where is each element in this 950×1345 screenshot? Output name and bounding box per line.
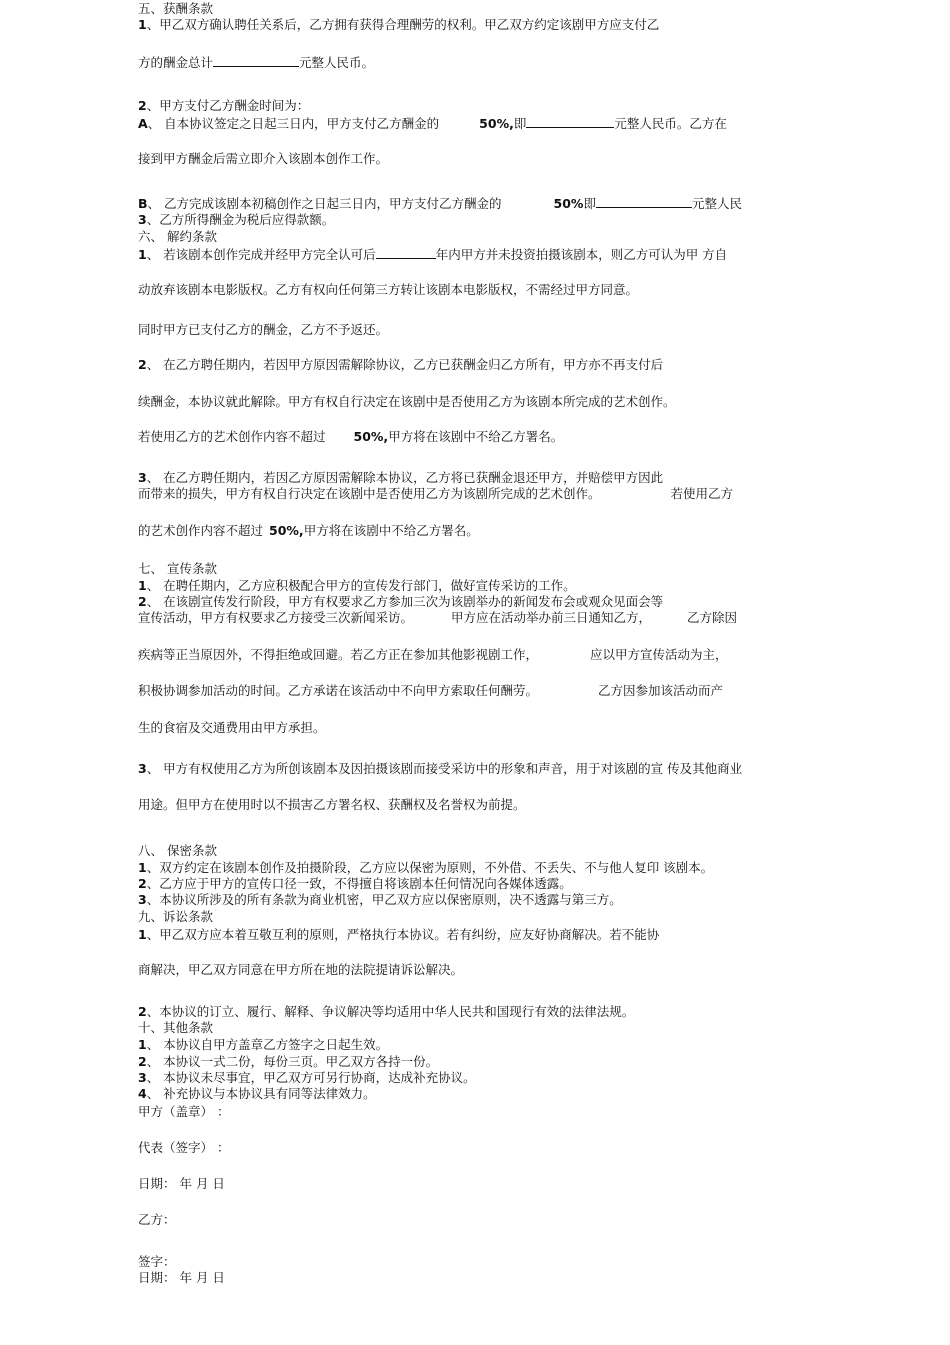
fill-blank-years	[376, 246, 436, 259]
clause-number: 1	[138, 247, 147, 262]
fill-blank-amount	[526, 115, 614, 128]
clause-text: 、乙方应于甲方的宣传口径一致，不得擅自将该剧本任何情况向各媒体透露。	[146, 876, 572, 891]
clause-text: 甲方应在活动举办前三日通知乙方，	[451, 610, 652, 625]
clause-text: 应以甲方宣传活动为主，	[590, 647, 728, 662]
percentage: 50%,	[269, 523, 304, 538]
section-6-heading: 六、 解约条款	[138, 229, 217, 244]
clause-number: 2	[138, 1054, 147, 1069]
clause-number: 2	[138, 98, 147, 113]
clause-7-2-cont2	[138, 647, 728, 663]
clause-text: 即	[513, 116, 527, 131]
clause-number: 1	[138, 927, 147, 942]
clause-text: 、 在该剧宣传发行阶段，甲方有权要求乙方参加三次为该剧举办的新闻发布会或观众见面会等	[146, 594, 664, 609]
clause-8-1	[138, 860, 713, 876]
party-b-label: 乙方：	[138, 1212, 176, 1227]
percentage: 50%,	[353, 429, 389, 444]
clause-number: A	[138, 116, 148, 131]
clause-5-A	[138, 115, 727, 132]
clause-6-3	[138, 470, 663, 486]
clause-text: 的艺术创作内容不超过	[138, 523, 264, 538]
clause-text: 方的酬金总计	[138, 55, 214, 70]
clause-text: 、 本协议未尽事宜，甲乙双方可另行协商，达成补充协议。	[146, 1070, 476, 1085]
clause-6-1-cont: 动放弃该剧本电影版权。乙方有权向任何第三方转让该剧本电影版权，不需经过甲方同意。	[138, 282, 639, 297]
clause-text: 甲方将在该剧中不给乙方署名。	[303, 523, 479, 538]
percentage: 50%	[553, 196, 584, 211]
clause-5-1-cont	[138, 54, 374, 71]
clause-6-2-cont2	[138, 429, 563, 445]
clause-text: 积极协调参加活动的时间。乙方承诺在该活动中不向甲方索取任何酬劳。	[138, 683, 539, 698]
clause-6-3-cont	[138, 486, 733, 502]
clause-number: 1	[138, 17, 147, 32]
clause-6-1-cont2: 同时甲方已支付乙方的酬金，乙方不予返还。	[138, 322, 389, 337]
clause-7-3-cont: 用途。但甲方在使用时以不损害乙方署名权、获酬权及名誉权为前提。	[138, 797, 526, 812]
clause-number: 3	[138, 212, 147, 227]
fill-blank-amount	[596, 195, 692, 208]
clause-text: 、 在乙方聘任期内，若因乙方原因需解除本协议，乙方将已获酬金退还甲方，并赔偿甲方因此	[146, 470, 664, 485]
clause-text: 、 本协议自甲方盖章乙方签字之日起生效。	[146, 1037, 389, 1052]
clause-number: 3	[138, 761, 147, 776]
clause-number: 1	[138, 860, 147, 875]
clause-text: 而带来的损失，甲方有权自行决定在该剧中是否使用乙方为该剧所完成的艺术创作。	[138, 486, 601, 501]
clause-number: 3	[138, 470, 147, 485]
clause-text: 若使用乙方的艺术创作内容不超过	[138, 429, 326, 444]
clause-10-1	[138, 1037, 388, 1053]
section-7-heading: 七、 宣传条款	[138, 561, 217, 576]
clause-number: 1	[138, 1037, 147, 1052]
clause-text: 、 自本协议签定之日起三日内，甲方支付乙方酬金的	[147, 116, 440, 131]
clause-9-2	[138, 1004, 634, 1020]
clause-text: 、甲乙双方确认聘任关系后，乙方拥有获得合理酬劳的权利。甲乙双方约定该剧甲方应支付乙	[146, 17, 660, 32]
clause-text: 元整人民	[691, 196, 742, 211]
clause-text: 乙方因参加该活动而产	[598, 683, 724, 698]
clause-8-2	[138, 876, 572, 892]
clause-6-2-cont: 续酬金，本协议就此解除。甲方有权自行决定在该剧中是否使用乙方为该剧本所完成的艺术创作。	[138, 394, 676, 409]
clause-7-3	[138, 761, 742, 777]
section-5-heading: 五、获酬条款	[138, 1, 214, 16]
clause-text: 宣传活动，甲方有权要求乙方接受三次新闻采访。	[138, 610, 414, 625]
clause-number: 4	[138, 1086, 147, 1101]
clause-number: 3	[138, 892, 147, 907]
clause-text: 、甲乙双方应本着互敬互利的原则，严格执行本协议。若有纠纷，应友好协商解决。若不能协	[146, 927, 660, 942]
clause-text: 甲方将在该剧中不给乙方署名。	[388, 429, 564, 444]
clause-10-4	[138, 1086, 376, 1102]
clause-text: 元整人民币。乙方在	[614, 116, 727, 131]
clause-text: 、 若该剧本创作完成并经甲方完全认可后	[146, 247, 376, 262]
section-8-heading: 八、 保密条款	[138, 843, 217, 858]
clause-number: 3	[138, 1070, 147, 1085]
clause-number: 2	[138, 1004, 147, 1019]
clause-text: 、 补充协议与本协议具有同等法律效力。	[146, 1086, 376, 1101]
clause-text: 、 在乙方聘任期内，若因甲方原因需解除协议，乙方已获酬金归乙方所有，甲方亦不再支付后	[146, 357, 664, 372]
clause-number: 2	[138, 594, 147, 609]
clause-6-3-cont2	[138, 523, 479, 539]
clause-number: 2	[138, 357, 147, 372]
party-a-seal: 甲方（盖章） ：	[138, 1104, 230, 1119]
clause-8-3	[138, 892, 622, 908]
clause-text: 乙方除因	[687, 610, 738, 625]
clause-7-2-cont3	[138, 683, 723, 699]
clause-5-1	[138, 17, 659, 33]
clause-5-3	[138, 212, 334, 228]
clause-9-1	[138, 927, 659, 943]
clause-text: 即	[583, 196, 596, 211]
clause-number: 2	[138, 876, 147, 891]
representative-signature: 代表（签字） ：	[138, 1140, 230, 1155]
clause-7-2-cont	[138, 610, 737, 626]
clause-6-1	[138, 246, 727, 263]
party-b-date: 日期： 年 月 日	[138, 1270, 225, 1285]
clause-text: 、乙方所得酬金为税后应得款额。	[146, 212, 335, 227]
fill-blank-total	[213, 54, 299, 67]
section-10-heading: 十、其他条款	[138, 1020, 214, 1035]
party-b-signature: 签字：	[138, 1254, 176, 1269]
clause-7-2	[138, 594, 663, 610]
clause-9-1-cont: 商解决，甲乙双方同意在甲方所在地的法院提请诉讼解决。	[138, 962, 464, 977]
clause-5-A-cont: 接到甲方酬金后需立即介入该剧本创作工作。	[138, 151, 389, 166]
clause-10-2	[138, 1054, 438, 1070]
clause-10-3	[138, 1070, 476, 1086]
clause-text: 年内甲方并未投资拍摄该剧本，则乙方可认为甲 方自	[435, 247, 728, 262]
clause-6-2	[138, 357, 663, 373]
clause-5-2	[138, 98, 309, 114]
clause-text: 疾病等正当原因外，不得拒绝或回避。若乙方正在参加其他影视剧工作，	[138, 647, 539, 662]
clause-text: 、 甲方有权使用乙方为所创该剧本及因拍摄该剧而接受采访中的形象和声音，用于对该剧的宣 传及其他商业	[146, 761, 743, 776]
clause-text: 、甲方支付乙方酬金时间为：	[146, 98, 310, 113]
clause-text: 若使用乙方	[670, 486, 734, 501]
clause-7-2-cont4: 生的食宿及交通费用由甲方承担。	[138, 720, 326, 735]
clause-text: 、 乙方完成该剧本初稿创作之日起三日内，甲方支付乙方酬金的	[147, 196, 502, 211]
clause-text: 、双方约定在该剧本创作及拍摄阶段，乙方应以保密为原则，不外借、不丢失、不与他人复印 该剧本。	[146, 860, 714, 875]
clause-text: 、 在聘任期内，乙方应积极配合甲方的宣传发行部门，做好宣传采访的工作。	[146, 578, 576, 593]
percentage: 50%,	[479, 116, 514, 131]
clause-5-B	[138, 195, 742, 212]
clause-number: B	[138, 196, 148, 211]
clause-text: 、本协议的订立、履行、解释、争议解决等均适用中华人民共和国现行有效的法律法规。	[146, 1004, 635, 1019]
section-9-heading: 九、诉讼条款	[138, 909, 214, 924]
clause-text: 元整人民币。	[299, 55, 375, 70]
clause-text: 、本协议所涉及的所有条款为商业机密，甲乙双方应以保密原则，决不透露与第三方。	[146, 892, 622, 907]
clause-7-1	[138, 578, 576, 594]
party-a-date: 日期： 年 月 日	[138, 1176, 225, 1191]
clause-text: 、 本协议一式二份，每份三页。甲乙双方各持一份。	[146, 1054, 439, 1069]
clause-number: 1	[138, 578, 147, 593]
